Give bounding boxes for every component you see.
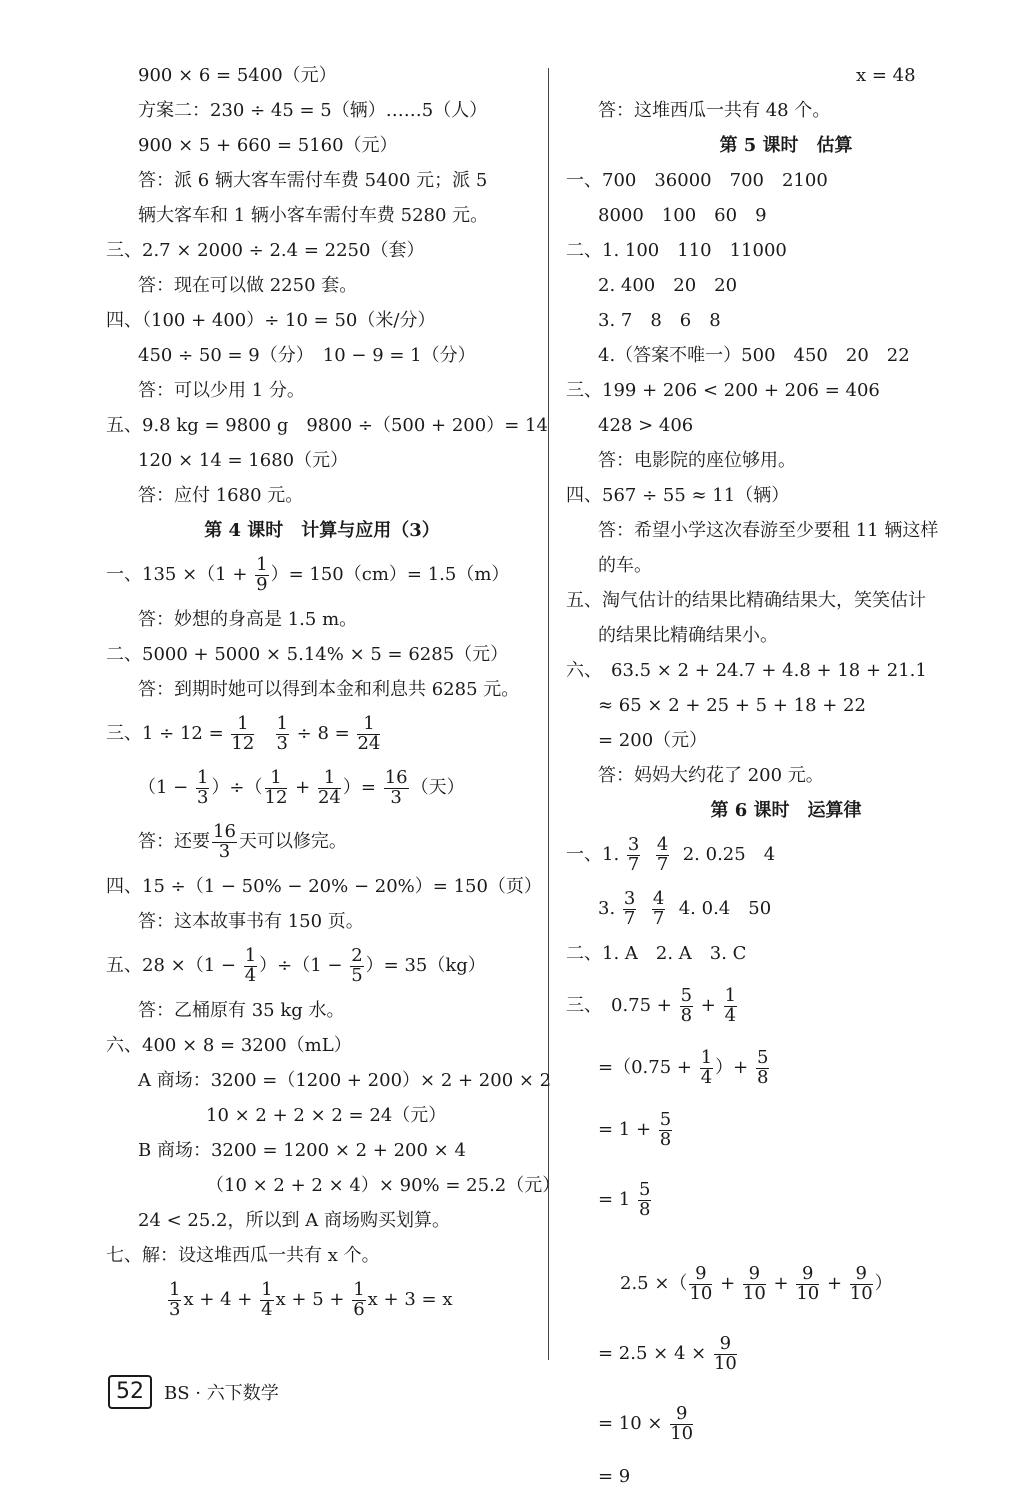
text-line: 答：这本故事书有 150 页。 <box>138 911 364 932</box>
lesson-heading: 第 6 课时 运算律 <box>710 800 862 821</box>
text-line: 428 > 406 <box>598 415 694 436</box>
page-number: 52 <box>108 1375 152 1409</box>
text-line: 六、 63.5 × 2 + 24.7 + 4.8 + 18 + 21.1 <box>566 660 927 681</box>
text-line: 一、700 36000 700 2100 <box>566 170 828 191</box>
fraction: $\frac{2}{5}$ <box>351 944 363 986</box>
text-line: A 商场：3200 =（1200 + 200）× 2 + 200 × 2 <box>138 1070 552 1091</box>
text-line: 答：这堆西瓜一共有 48 个。 <box>598 100 831 121</box>
text-line: 答：希望小学这次春游至少要租 11 辆这样 <box>598 520 939 541</box>
fraction: $\frac{1}{9}$ <box>256 553 268 595</box>
equation-line: = 2.5 × 4 × $\frac{9}{10}$ <box>598 1332 737 1374</box>
fraction: $\frac{1}{24}$ <box>317 766 341 808</box>
fraction: $\frac{1}{4}$ <box>700 1046 713 1088</box>
fraction: $\frac{1}{3}$ <box>196 766 209 808</box>
text-line: （10 × 2 + 2 × 4）× 90% = 25.2（元） <box>206 1175 561 1196</box>
column-divider <box>548 68 549 1360</box>
text-line: 450 ÷ 50 = 9（分） 10 − 9 = 1（分） <box>138 345 476 366</box>
text-line: 4.（答案不唯一）500 450 20 22 <box>598 345 910 366</box>
text-line: 答：妈妈大约花了 200 元。 <box>598 765 824 786</box>
equation-line: = 1 $\frac{5}{8}$ <box>598 1178 651 1220</box>
text-line: 五、9.8 kg = 9800 g 9800 ÷（500 + 200）= 14 <box>106 415 548 436</box>
equation-line: 一、1. $\frac{3}{7}$ $\frac{4}{7}$ 2. 0.25 4 <box>566 833 776 875</box>
equation-line: 五、28 ×（1 − $\frac{1}{4}$ ）÷（1 − $\frac{2}{5}$ ）= 35（kg） <box>106 944 486 986</box>
text-line: 三、199 + 206 < 200 + 206 = 406 <box>566 380 880 401</box>
equation-line: 三、1 ÷ 12 = $\frac{1}{12}$ $\frac{1}{3}$ ÷ 8 = $\frac{1}{24}$ <box>106 712 381 754</box>
equation-line: 三、 0.75 + $\frac{5}{8}$ + $\frac{1}{4}$ <box>566 984 737 1026</box>
equation-line: 一、135 ×（1 + $\frac{1}{9}$ ）= 150（cm）= 1.5（m） <box>106 553 510 595</box>
text-line: 答：乙桶原有 35 kg 水。 <box>138 1000 345 1021</box>
fraction: $\frac{1}{4}$ <box>724 984 737 1026</box>
text-line: 10 × 2 + 2 × 2 = 24（元） <box>206 1105 447 1126</box>
text-line: ≈ 65 × 2 + 25 + 5 + 18 + 22 <box>598 695 866 716</box>
equation-line: =（0.75 + $\frac{1}{4}$ ）+ $\frac{5}{8}$ <box>598 1046 769 1088</box>
fraction: $\frac{1}{3}$ <box>169 1278 181 1320</box>
text-line: 2. 400 20 20 <box>598 275 738 296</box>
fraction: $\frac{9}{10}$ <box>849 1262 873 1304</box>
text-line: B 商场：3200 = 1200 × 2 + 200 × 4 <box>138 1140 466 1161</box>
text-line: 答：可以少用 1 分。 <box>138 380 305 401</box>
right-column <box>566 58 1006 1494</box>
text-line: 方案二：230 ÷ 45 = 5（辆）……5（人） <box>138 100 488 121</box>
text-line: 的结果比精确结果小。 <box>598 625 778 646</box>
text-line: 五、淘气估计的结果比精确结果大，笑笑估计 <box>566 590 926 611</box>
text-line: 六、400 × 8 = 3200（mL） <box>106 1035 352 1056</box>
book-title: BS · 六下数学 <box>164 1383 279 1404</box>
text-line: 答：应付 1680 元。 <box>138 485 304 506</box>
text-line: 二、1. A 2. A 3. C <box>566 943 747 964</box>
lesson-heading: 第 5 课时 估算 <box>719 135 853 156</box>
fraction: $\frac{9}{10}$ <box>689 1262 713 1304</box>
fraction: $\frac{1}{4}$ <box>261 1278 273 1320</box>
fraction: $\frac{3}{7}$ <box>627 833 640 875</box>
text-line: 答：到期时她可以得到本金和利息共 6285 元。 <box>138 679 520 700</box>
text-line: = 200（元） <box>598 730 708 751</box>
fraction: $\frac{3}{7}$ <box>623 887 636 929</box>
fraction: $\frac{1}{4}$ <box>244 944 257 986</box>
fraction: $\frac{4}{7}$ <box>652 887 665 929</box>
text-line: x = 48 <box>856 65 916 86</box>
text-line: 七、解：设这堆西瓜一共有 x 个。 <box>106 1245 380 1266</box>
fraction: $\frac{5}{8}$ <box>680 984 693 1026</box>
equation-line: = 1 + $\frac{5}{8}$ <box>598 1108 672 1150</box>
fraction: $\frac{9}{10}$ <box>713 1332 737 1374</box>
text-line: 三、2.7 × 2000 ÷ 2.4 = 2250（套） <box>106 240 425 261</box>
text-line: 辆大客车和 1 辆小客车需付车费 5280 元。 <box>138 205 489 226</box>
lesson-heading: 第 4 课时 计算与应用（3） <box>204 520 440 541</box>
text-line: = 9 <box>598 1466 631 1487</box>
fraction: $\frac{5}{8}$ <box>659 1108 672 1150</box>
fraction: $\frac{9}{10}$ <box>796 1262 820 1304</box>
text-line: 答：现在可以做 2250 套。 <box>138 275 358 296</box>
fraction: $\frac{16}{3}$ <box>213 820 236 862</box>
fraction: $\frac{5}{8}$ <box>756 1046 769 1088</box>
fraction: $\frac{1}{3}$ <box>276 712 288 754</box>
text-line: 答：妙想的身高是 1.5 m。 <box>138 609 358 630</box>
text-line: 二、5000 + 5000 × 5.14% × 5 = 6285（元） <box>106 644 509 665</box>
fraction: $\frac{16}{3}$ <box>384 766 408 808</box>
text-line: 答：电影院的座位够用。 <box>598 450 796 471</box>
page-footer <box>108 1375 279 1409</box>
equation-line: $\frac{1}{3}$ x + 4 + $\frac{1}{4}$ x + 5 + $\frac{1}{6}$ x + 3 = x <box>169 1278 453 1320</box>
equation-line: 答：还要 $\frac{16}{3}$ 天可以修完。 <box>138 820 347 862</box>
text-line: 二、1. 100 110 11000 <box>566 240 787 261</box>
fraction: $\frac{1}{12}$ <box>231 712 255 754</box>
text-line: 900 × 6 = 5400（元） <box>138 65 337 86</box>
text-line: 四、15 ÷（1 − 50% − 20% − 20%）= 150（页） <box>106 876 542 897</box>
equation-line: 3. $\frac{3}{7}$ $\frac{4}{7}$ 4. 0.4 50 <box>598 887 772 929</box>
text-line: 24 < 25.2，所以到 A 商场购买划算。 <box>138 1210 450 1231</box>
equation-line: （1 − $\frac{1}{3}$ ）÷（ $\frac{1}{12}$ + $\frac{1}{24}$ ）= $\frac{16}{3}$ （天） <box>138 766 465 808</box>
text-line: 四、567 ÷ 55 ≈ 11（辆） <box>566 485 790 506</box>
fraction: $\frac{9}{10}$ <box>742 1262 766 1304</box>
text-line: 答：派 6 辆大客车需付车费 5400 元；派 5 <box>138 170 488 191</box>
text-line: 900 × 5 + 660 = 5160（元） <box>138 135 398 156</box>
text-line: 120 × 14 = 1680（元） <box>138 450 349 471</box>
text-line: 8000 100 60 9 <box>598 205 767 226</box>
fraction: $\frac{1}{6}$ <box>353 1278 365 1320</box>
left-column <box>106 58 561 1327</box>
fraction: $\frac{1}{12}$ <box>264 766 288 808</box>
text-line: 3. 7 8 6 8 <box>598 310 721 331</box>
fraction: $\frac{5}{8}$ <box>639 1178 651 1220</box>
text-line: 的车。 <box>598 555 652 576</box>
fraction: $\frac{4}{7}$ <box>656 833 669 875</box>
fraction: $\frac{9}{10}$ <box>670 1402 694 1444</box>
equation-line: 2.5 ×（ $\frac{9}{10}$ + $\frac{9}{10}$ + $\frac{9}{10}$ + $\frac{9}{10}$ ） <box>620 1262 893 1304</box>
fraction: $\frac{1}{24}$ <box>357 712 381 754</box>
text-line: 四、（100 + 400）÷ 10 = 50（米/分） <box>106 310 436 331</box>
equation-line: = 10 × $\frac{9}{10}$ <box>598 1402 694 1444</box>
